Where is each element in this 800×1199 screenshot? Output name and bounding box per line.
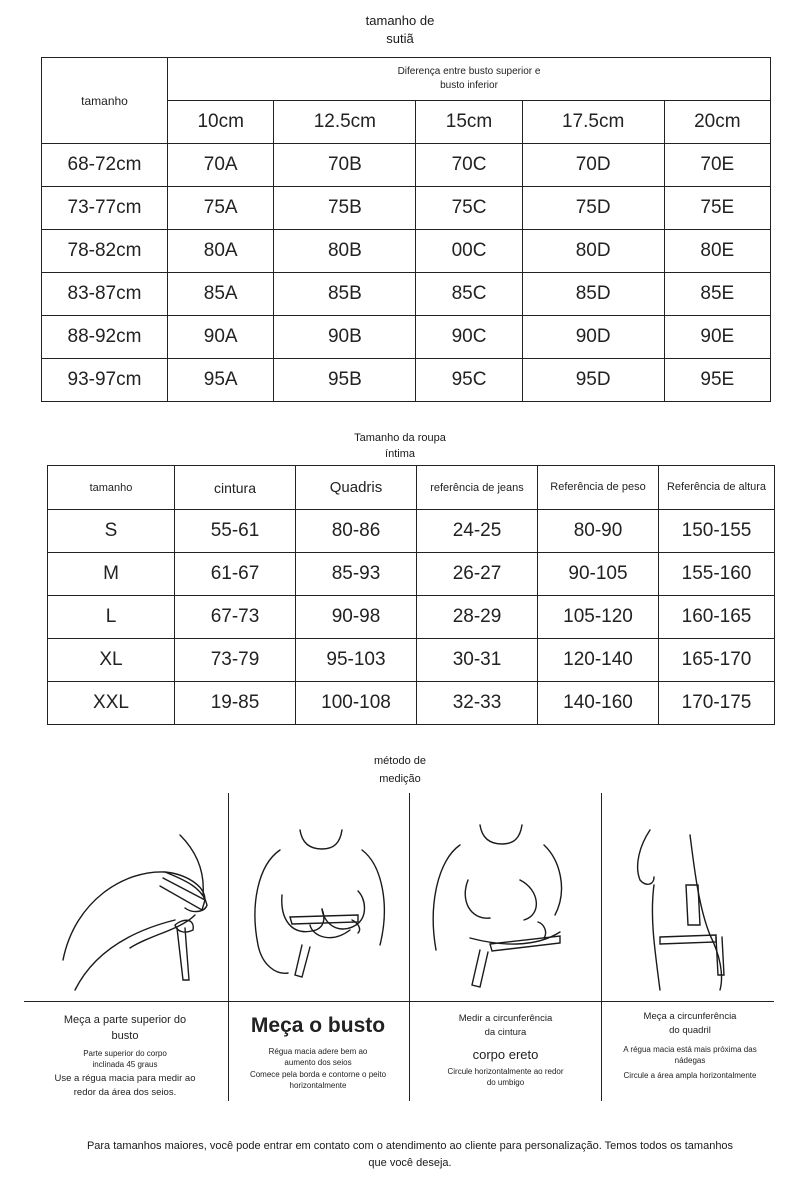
bra-cell: 90B (274, 316, 416, 359)
bra-cell: 80B (274, 230, 416, 273)
figure-front-line (652, 885, 660, 990)
uw-cell: 140-160 (538, 682, 659, 725)
tape-band (160, 878, 205, 910)
bra-col-header: 20cm (664, 101, 770, 144)
figure-right-arm (362, 850, 384, 945)
uw-cell: 67-73 (175, 596, 296, 639)
bra-cell: 80E (664, 230, 770, 273)
bra-cell: 85C (416, 273, 522, 316)
uw-row (48, 596, 775, 639)
underwear-size-table (47, 465, 775, 725)
bra-diff-header: Diferença entre busto superior e busto inferior (168, 58, 771, 101)
uw-cell: M (48, 553, 175, 596)
uw-cell: 28-29 (417, 596, 538, 639)
hip-figure (620, 825, 770, 995)
bra-cell: 85E (664, 273, 770, 316)
panel-divider (601, 793, 602, 1101)
bra-cell: 00C (416, 230, 522, 273)
bra-col-header: 17.5cm (522, 101, 664, 144)
figure-belly-line (75, 920, 175, 990)
figure-left-breast (465, 880, 490, 918)
uw-header: tamanho (48, 466, 175, 510)
panel-divider (228, 793, 229, 1101)
uw-cell: 170-175 (659, 682, 775, 725)
bra-cell: 85A (168, 273, 274, 316)
bra-cell: 70C (416, 144, 522, 187)
bra-cell: 85B (274, 273, 416, 316)
figure-back-line (690, 835, 722, 990)
uw-cell: S (48, 510, 175, 553)
bra-cell: 95C (416, 359, 522, 402)
footer-note: Para tamanhos maiores, você pode entrar em contato com o atendimento ao cliente para personalização. Temos todos os tamanhos que você deseja. (86, 1140, 734, 1169)
bra-cell: 70B (274, 144, 416, 187)
bra-cell: 95B (274, 359, 416, 402)
uw-cell: 80-86 (296, 510, 417, 553)
tape-end (716, 937, 724, 975)
uw-cell: L (48, 596, 175, 639)
figure-right-arm (544, 845, 561, 915)
tape-end (295, 945, 310, 977)
uw-cell: 55-61 (175, 510, 296, 553)
figure-left-breast (282, 895, 324, 932)
uw-cell: 26-27 (417, 553, 538, 596)
figure-finger (538, 922, 546, 938)
bra-cell: 93-97cm (42, 359, 168, 402)
bra-cell: 70A (168, 144, 274, 187)
figure-back-line (180, 835, 203, 895)
bra-col-header: 12.5cm (274, 101, 416, 144)
bra-cell: 75A (168, 187, 274, 230)
bra-cell: 90A (168, 316, 274, 359)
uw-cell: 19-85 (175, 682, 296, 725)
bra-cell: 85D (522, 273, 664, 316)
bra-cell: 90C (416, 316, 522, 359)
bra-cell: 75E (664, 187, 770, 230)
uw-row (48, 553, 775, 596)
tape-end (472, 950, 488, 987)
bra-cell: 70D (522, 144, 664, 187)
bra-cell: 80A (168, 230, 274, 273)
bra-col-header: 15cm (416, 101, 522, 144)
bra-cell: 68-72cm (42, 144, 168, 187)
bra-row (42, 187, 771, 230)
uw-header: Quadris (296, 466, 417, 510)
panel-bust-text: Meça o busto Régua macia adere bem ao aumento dos seios Comece pela borda e contorne o peito horizontalmente (249, 1014, 387, 1090)
bra-cell: 90E (664, 316, 770, 359)
bra-cell: 75B (274, 187, 416, 230)
uw-header: Referência de peso (538, 466, 659, 510)
figure-neck (480, 825, 522, 844)
bra-cell: 95D (522, 359, 664, 402)
figure-hand (686, 885, 700, 925)
bra-row (42, 144, 771, 187)
panel-waist-text: Medir a circunferência da cintura corpo ereto Circule horizontalmente ao redor do umbigo (447, 1013, 564, 1087)
panel-divider (409, 793, 410, 1101)
bra-cell: 75D (522, 187, 664, 230)
uw-cell: 95-103 (296, 639, 417, 682)
bra-cell: 78-82cm (42, 230, 168, 273)
bra-cell: 95E (664, 359, 770, 402)
uw-cell: 105-120 (538, 596, 659, 639)
bra-row (42, 316, 771, 359)
bra-table-title: tamanho de sutiã (365, 13, 435, 46)
bra-cell: 83-87cm (42, 273, 168, 316)
uw-cell: 155-160 (659, 553, 775, 596)
uw-cell: 80-90 (538, 510, 659, 553)
panel-upper-bust-text: Meça a parte superior do busto Parte superior do corpo inclinada 45 graus Use a régua macia para medir ao redor da área dos seios. (54, 1014, 196, 1098)
bust-figure (240, 825, 400, 995)
tape-end (177, 928, 189, 980)
upper-bust-figure (55, 830, 225, 995)
uw-cell: 73-79 (175, 639, 296, 682)
uw-cell: XXL (48, 682, 175, 725)
bra-cell: 95A (168, 359, 274, 402)
bra-size-table (41, 57, 771, 402)
uw-cell: 90-98 (296, 596, 417, 639)
bra-cell: 73-77cm (42, 187, 168, 230)
uw-row (48, 639, 775, 682)
uw-cell: 24-25 (417, 510, 538, 553)
panel-hip-text: Meça a circunferência do quadril A régua macia está mais próxima das nádegas Circule a área ampla horizontalmente (623, 1011, 757, 1080)
uw-cell: XL (48, 639, 175, 682)
uw-row (48, 682, 775, 725)
bra-cell: 88-92cm (42, 316, 168, 359)
uw-row (48, 510, 775, 553)
uw-cell: 160-165 (659, 596, 775, 639)
bra-cell: 75C (416, 187, 522, 230)
uw-header: referência de jeans (417, 466, 538, 510)
figure-left-arm (433, 845, 460, 950)
waist-figure (420, 820, 590, 995)
figure-breast-profile (638, 830, 654, 884)
uw-cell: 100-108 (296, 682, 417, 725)
bra-row (42, 359, 771, 402)
uw-cell: 120-140 (538, 639, 659, 682)
bra-cell: 90D (522, 316, 664, 359)
uw-cell: 32-33 (417, 682, 538, 725)
bra-row (42, 230, 771, 273)
bra-cell: 80D (522, 230, 664, 273)
bra-size-header: tamanho (42, 58, 168, 144)
uw-cell: 85-93 (296, 553, 417, 596)
bra-col-header: 10cm (168, 101, 274, 144)
figure-neck (300, 830, 342, 849)
uw-cell: 90-105 (538, 553, 659, 596)
uw-cell: 165-170 (659, 639, 775, 682)
figure-torso-line (63, 872, 205, 960)
bra-row (42, 273, 771, 316)
uw-cell: 30-31 (417, 639, 538, 682)
uw-header: cintura (175, 466, 296, 510)
uw-cell: 61-67 (175, 553, 296, 596)
underwear-table-title: Tamanho da roupa íntima (354, 432, 446, 460)
tape-band (660, 935, 716, 944)
method-title: método de medição (374, 755, 426, 785)
bra-cell: 70E (664, 144, 770, 187)
panel-baseline (24, 1001, 774, 1002)
uw-cell: 150-155 (659, 510, 775, 553)
figure-right-breast (520, 880, 536, 920)
uw-header: Referência de altura (659, 466, 775, 510)
figure-hand-line (310, 925, 350, 938)
